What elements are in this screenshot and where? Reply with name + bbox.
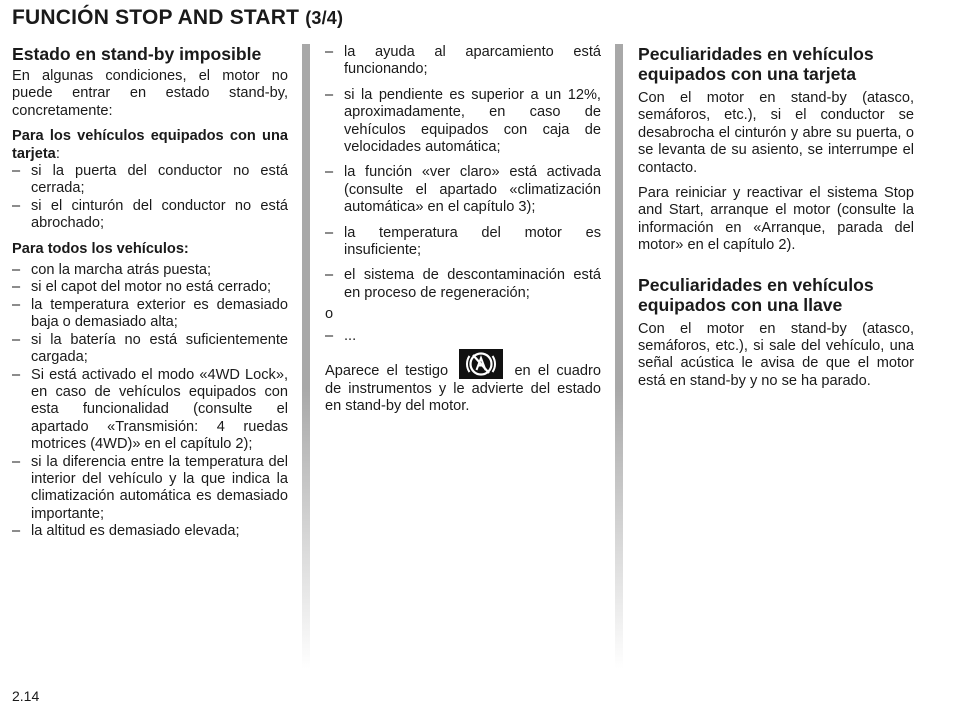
card-conditions-list — [12, 163, 288, 233]
card-standby-paragraph: Con el motor en stand-by (atasco, semáforos, etc.), si el conductor se desabrocha el cinturón y abre su puerta, o se levanta de su asiento, se interrumpe el contacto. — [638, 90, 914, 176]
note-text-before: Aparece el testigo — [325, 363, 449, 380]
page-title — [12, 6, 343, 30]
title-main: FUNCIÓN STOP AND START — [12, 6, 300, 29]
card-vehicles-subheading — [12, 128, 288, 163]
all-vehicles-conditions-list — [12, 262, 288, 541]
left-column — [12, 44, 288, 545]
list-item: – Si está activado el modo «4WD Lock», en caso de vehículos equipados con esta funcionalidad (consulte el apartado «Transmisión: 4 ruedas motrices (4WD)» en el capítulo 2); — [12, 367, 288, 454]
key-standby-paragraph: Con el motor en stand-by (atasco, semáforos, etc.), si sale del vehículo, una señal acústica le avisa de que el motor está en stand-by y no se ha parado. — [638, 320, 914, 389]
list-item: – la temperatura exterior es demasiado baja o demasiado alta; — [12, 297, 288, 332]
card-vehicles-subheading-text: Para los vehículos equipados con una tarjeta — [12, 128, 288, 162]
card-vehicles-heading: Peculiaridades en vehículos equipados con una tarjeta — [638, 44, 874, 84]
list-item: – si el cinturón del conductor no está abrochado; — [12, 198, 288, 233]
list-item: – la ayuda al aparcamiento está funcionando; — [325, 44, 601, 79]
ellipsis-list — [325, 328, 601, 345]
list-item: – la altitud es demasiado elevada; — [12, 523, 288, 540]
title-part-indicator: (3/4) — [305, 8, 344, 28]
note-text-after: en el cuadro de instrumentos y le advierte del estado en stand-by del motor. — [325, 363, 601, 414]
list-item: – si la batería no está suficientemente cargada; — [12, 332, 288, 367]
or-separator: o — [325, 306, 334, 323]
column-divider-right — [615, 44, 623, 669]
list-item: – si la pendiente es superior a un 12%, aproximadamente, en caso de vehículos equipados con caja de velocidades automática; — [325, 87, 601, 157]
stop-start-warning-icon — [459, 349, 503, 379]
list-item: – el sistema de descontaminación está en proceso de regeneración; — [325, 267, 601, 302]
card-restart-paragraph: Para reiniciar y reactivar el sistema Stop and Start, arranque el motor (consulte la información en «Arranque, parada del motor» en el capítulo 2). — [638, 185, 914, 254]
standby-impossible-heading: Estado en stand-by imposible — [12, 44, 262, 64]
page-number: 2.14 — [12, 688, 40, 704]
list-item: – con la marcha atrás puesta; — [12, 262, 288, 279]
standby-intro-text: En algunas condiciones, el motor no puede entrar en estado stand-by, concretamente: — [12, 68, 288, 119]
list-item: – ... — [325, 328, 601, 345]
list-item: – la temperatura del motor es insuficiente; — [325, 225, 601, 260]
more-conditions-list — [325, 44, 601, 302]
list-item: – si la puerta del conductor no está cerrada; — [12, 163, 288, 198]
column-divider-left — [302, 44, 310, 669]
middle-column — [325, 44, 601, 423]
list-item: – la función «ver claro» está activada (consulte el apartado «climatización automática» en el capítulo 3); — [325, 164, 601, 216]
right-column — [638, 44, 914, 398]
all-vehicles-subheading: Para todos los vehículos: — [12, 240, 189, 257]
card-vehicles-subheading-colon: : — [55, 145, 60, 162]
key-vehicles-heading: Peculiaridades en vehículos equipados con una llave — [638, 274, 874, 315]
list-item: – si la diferencia entre la temperatura del interior del vehículo y la que indica la climatización automática es demasiado importante; — [12, 454, 288, 524]
list-item: – si el capot del motor no está cerrado; — [12, 279, 288, 296]
warning-light-note — [325, 361, 601, 415]
